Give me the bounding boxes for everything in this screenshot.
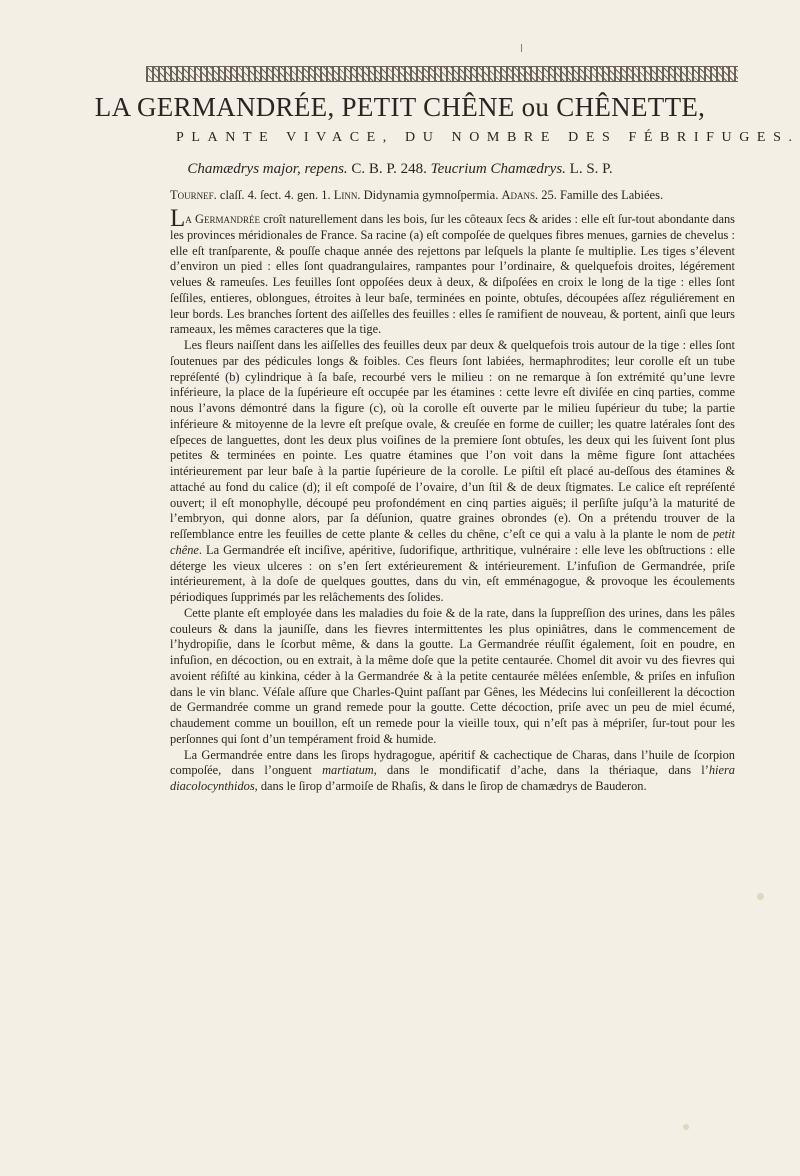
paragraph-1 bbox=[170, 205, 735, 338]
paragraph-3: Cette plante eſt employée dans les maladies du foie & de la rate, dans la ſuppreſſion des urines, dans les pâles couleurs & dans la jauniſſe, dans les fievres intermittentes les plus opiniâtres, dans le commencement de l’hydropiſie, dans le ſcorbut même, & dans la goutte. La Germandrée réuſſit également, ſoit en poudre, en infuſion, en décoction, ou en extrait, à la même doſe que la petite centaurée. Chomel dit avoir vu des fievres qui avoient réſiſté au kinkina, céder à la Germandrée & à la petite centaurée mêlées enſemble, & priſes en infuſion dans le vin blanc. Véſale aſſure que Charles-Quint paſſant par Gênes, les Médecins lui conſeillerent la décoction de Germandrée comme un grand remede pour la goutte. Cette décoction, priſe avec un peu de miel écumé, chaudement comme un bouillon, eſt un remede pour la vieille toux, qui n’eſt pas à mépriſer, ſur-tout pour les perſonnes qui ſont d’un tempérament froid & humide. bbox=[170, 605, 735, 746]
drop-cap: L bbox=[170, 205, 186, 232]
synonym-2: Teucrium Chamædrys. bbox=[430, 161, 566, 177]
paragraph-4-italic-1: martiatum bbox=[322, 763, 374, 778]
ref-linn: Didynamia gymnoſpermia. bbox=[363, 188, 499, 202]
paragraph-2 bbox=[170, 338, 735, 606]
page-title: LA GERMANDRÉE, PETIT CHÊNE ou CHÊNETTE, bbox=[94, 92, 706, 122]
classification-line bbox=[170, 187, 730, 203]
paper-stain bbox=[683, 1124, 689, 1130]
page-subtitle: PLANTE VIVACE, DU NOMBRE DES FÉBRIFUGES. bbox=[176, 130, 800, 145]
paragraph-4 bbox=[170, 748, 735, 795]
paragraph-4-text-b: , dans le mondificatif d’ache, dans la thériaque, dans l’ bbox=[373, 763, 709, 778]
paragraph-4-text-c: , dans le ſirop d’armoiſe de Rhaſis, & dans le ſirop de chamædrys de Bauderon. bbox=[254, 779, 647, 793]
paragraph-2-italic: petit chêne bbox=[170, 527, 735, 557]
botanical-synonyms bbox=[0, 160, 800, 178]
paragraph-2-text-a: Les fleurs naiſſent dans les aiſſelles des feuilles deux par deux & quelquefois trois autour de la tige : elles ſont ſoutenues par des pédicules longs & foibles. Ces fleurs ſont labiées, hermaphrodites; leur corolle eſt un tube repréſenté (b) cylindrique à ſa baſe, recourbé vers le milieu : on ne remarque à ſon extrémité qu’une levre inférieure, la place de la ſupérieure eſt occupée par les étamines : cette levre eſt diviſée en cinq parties, comme nous l’avons démontré dans la figure (c), où la corolle eſt ouverte par le milieu ſupérieur du tube; la partie inférieure & mitoyenne de la levre eſt preſque ovale, & creuſée en forme de cuiller; les quatre latérales ſont des eſpeces de languettes, dont les deux plus voiſines de la premiere ſont obtuſes, les deux qui les ſuivent ſont plus petites & terminées en pointe. Les quatre étamines que l’on voit dans la même figure ſont attachées intérieurement par leur baſe à la partie ſupérieure de la corolle. Le piſtil eſt placé au-deſſous des étamines & attaché au fond du calice (d); il eſt compoſé de l’ovaire, d’un ſtil & de deux ſtigmates. Le calice eſt repréſenté ouvert; il eſt monophylle, découpé peu profondément en cinq parties aiguës; il perſiſte juſqu’à la maturité de l’embryon, qui donne alors, par ſa déſunion, quatre graines obrondes (e). On a prétendu trouver de la reſſemblance entre les feuilles de cette plante & celles du chêne, c’eſt ce qui a valu à la plante le nom de bbox=[170, 338, 735, 541]
paragraph-4-text-a: La Germandrée entre dans les ſirops hydragogue, apéritif & cachectique de Charas, dans l’huile de ſcorpion compoſée, dans l’onguent bbox=[170, 747, 735, 778]
author-adans: Adans. bbox=[501, 188, 539, 202]
author-linn: Linn. bbox=[333, 188, 361, 202]
paragraph-2-text-b: . La Germandrée eſt inciſive, apéritive, ſudorifique, arthritique, vulnéraire : elle leve les obſtructions : elle déterge les vieux ulceres : on s’en ſert extérieurement & intérieurement. L’infuſion de Germandrée, priſe intérieurement, à la doſe de quelques gouttes, dans du vin, eſt emménagogue, & provoque les écoulements périodiques ſupprimés par les relâchements des ſolides. bbox=[170, 542, 735, 604]
paragraph-1-lead: a Germandrée bbox=[185, 212, 260, 226]
synonym-ref-1: C. B. P. 248. bbox=[351, 161, 427, 177]
paper-stain bbox=[757, 893, 764, 900]
decorative-header-band bbox=[146, 66, 738, 82]
synonym-1: Chamædrys major, repens. bbox=[187, 161, 348, 177]
paragraph-1-text: croît naturellement dans les bois, ſur les côteaux ſecs & arides : elle eſt ſur-tout abondante dans les provinces méridionales de France. Sa racine (a) eſt compoſée de quelques fibres menues, garnies de chevelus : elle eſt tranſparente, & pouſſe chaque année des rejettons par leſquels la plante ſe multiplie. Les tiges s’élevent d’environ un pied : elles ſont quadrangulaires, rampantes pour l’ordinaire, & quelquefois droites, légérement velues & rameuſes. Les feuilles ſont oppoſées deux à deux, & diſpoſées en croix le long de la tige : elles ſont ſeſſiles, entieres, oblongues, étroites à leur baſe, terminées en pointe, obtuſes, découpées aſſez réguliérement en leur bords. Les branches ſortent des aiſſelles des feuilles : elles ſe ramifient de nouveau, & portent, ainſi que leurs rameaux, les mêmes caracteres que la tige. bbox=[170, 212, 735, 337]
paragraph-4-italic-2: hiera diacolocynthidos bbox=[170, 763, 735, 793]
ref-adans: 25. Famille des Labiées. bbox=[541, 188, 664, 202]
ref-tournef: claſſ. 4. ſect. 4. gen. 1. bbox=[219, 188, 331, 202]
synonym-ref-2: L. S. P. bbox=[569, 161, 613, 177]
article-body bbox=[170, 205, 735, 795]
margin-mark bbox=[521, 44, 522, 52]
author-tournef: Tournef. bbox=[170, 188, 217, 202]
